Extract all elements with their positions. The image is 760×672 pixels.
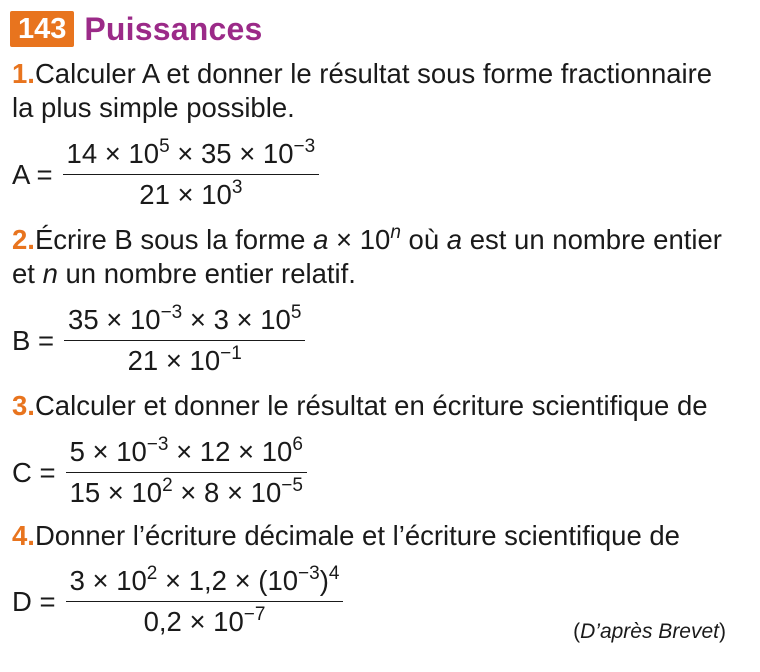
question-4-text: Donner l’écriture décimale et l’écriture scientifique de bbox=[34, 520, 680, 551]
question-1-text: Calculer A et donner le résultat sous forme fractionnaire bbox=[34, 58, 713, 89]
fraction-d bbox=[66, 565, 344, 638]
exercise-title: Puissances bbox=[84, 10, 263, 47]
exercise-header bbox=[10, 6, 263, 52]
question-2-line-1: 2.Écrire B sous la forme $a \times 10^n$ où a est un nombre entier bbox=[12, 222, 722, 255]
question-4-line-1 bbox=[12, 519, 680, 553]
source-note: (D’après Brevet) bbox=[573, 620, 726, 643]
fraction-b bbox=[64, 304, 305, 377]
question-3-text: Calculer et donner le résultat en écriture scientifique de bbox=[34, 390, 708, 421]
question-2-line-2: et n un nombre entier relatif. bbox=[12, 258, 356, 289]
fraction-a-numerator: $14 \times 10^5 \times 35 \times 10^{-3}$ bbox=[66, 136, 316, 169]
question-1-number: 1. bbox=[12, 58, 35, 89]
fraction-c-denominator: $15 \times 10^2 \times 8 \times 10^{-5}$ bbox=[66, 472, 307, 509]
question-4-number: 4. bbox=[12, 520, 35, 551]
fraction-a-denominator: $21 \times 10^3$ bbox=[63, 174, 320, 211]
expression-c-lhs: C = bbox=[12, 456, 56, 488]
expression-a bbox=[12, 138, 319, 211]
expression-d-lhs: D = bbox=[12, 585, 56, 617]
question-1-line-1 bbox=[12, 57, 712, 91]
source-text: D’après Brevet bbox=[580, 620, 719, 643]
question-3-number: 3. bbox=[12, 390, 35, 421]
fraction-d-numerator: $3 \times 10^2 \times 1,2 \times (10^{-3})^4$ bbox=[69, 563, 340, 596]
question-1-line-2 bbox=[12, 91, 295, 125]
fraction-d-denominator: $0,2 \times 10^{-7}$ bbox=[66, 601, 344, 638]
expression-b bbox=[12, 304, 305, 377]
expression-a-lhs: A = bbox=[12, 158, 53, 190]
fraction-b-numerator: $35 \times 10^{-3} \times 3 \times 10^5$ bbox=[68, 302, 302, 335]
fraction-b-denominator: $21 \times 10^{-1}$ bbox=[64, 340, 305, 377]
fraction-c-numerator: $5 \times 10^{-3} \times 12 \times 10^6$ bbox=[69, 434, 303, 467]
expression-c bbox=[12, 436, 307, 509]
expression-d bbox=[12, 565, 343, 638]
question-1-text-2: la plus simple possible. bbox=[12, 92, 295, 123]
fraction-a bbox=[63, 138, 320, 211]
question-3-line-1 bbox=[12, 389, 708, 423]
exercise-number-badge: 143 bbox=[10, 11, 74, 47]
fraction-c bbox=[66, 436, 307, 509]
expression-b-lhs: B = bbox=[12, 324, 55, 356]
question-2-number: 2. bbox=[12, 224, 35, 255]
